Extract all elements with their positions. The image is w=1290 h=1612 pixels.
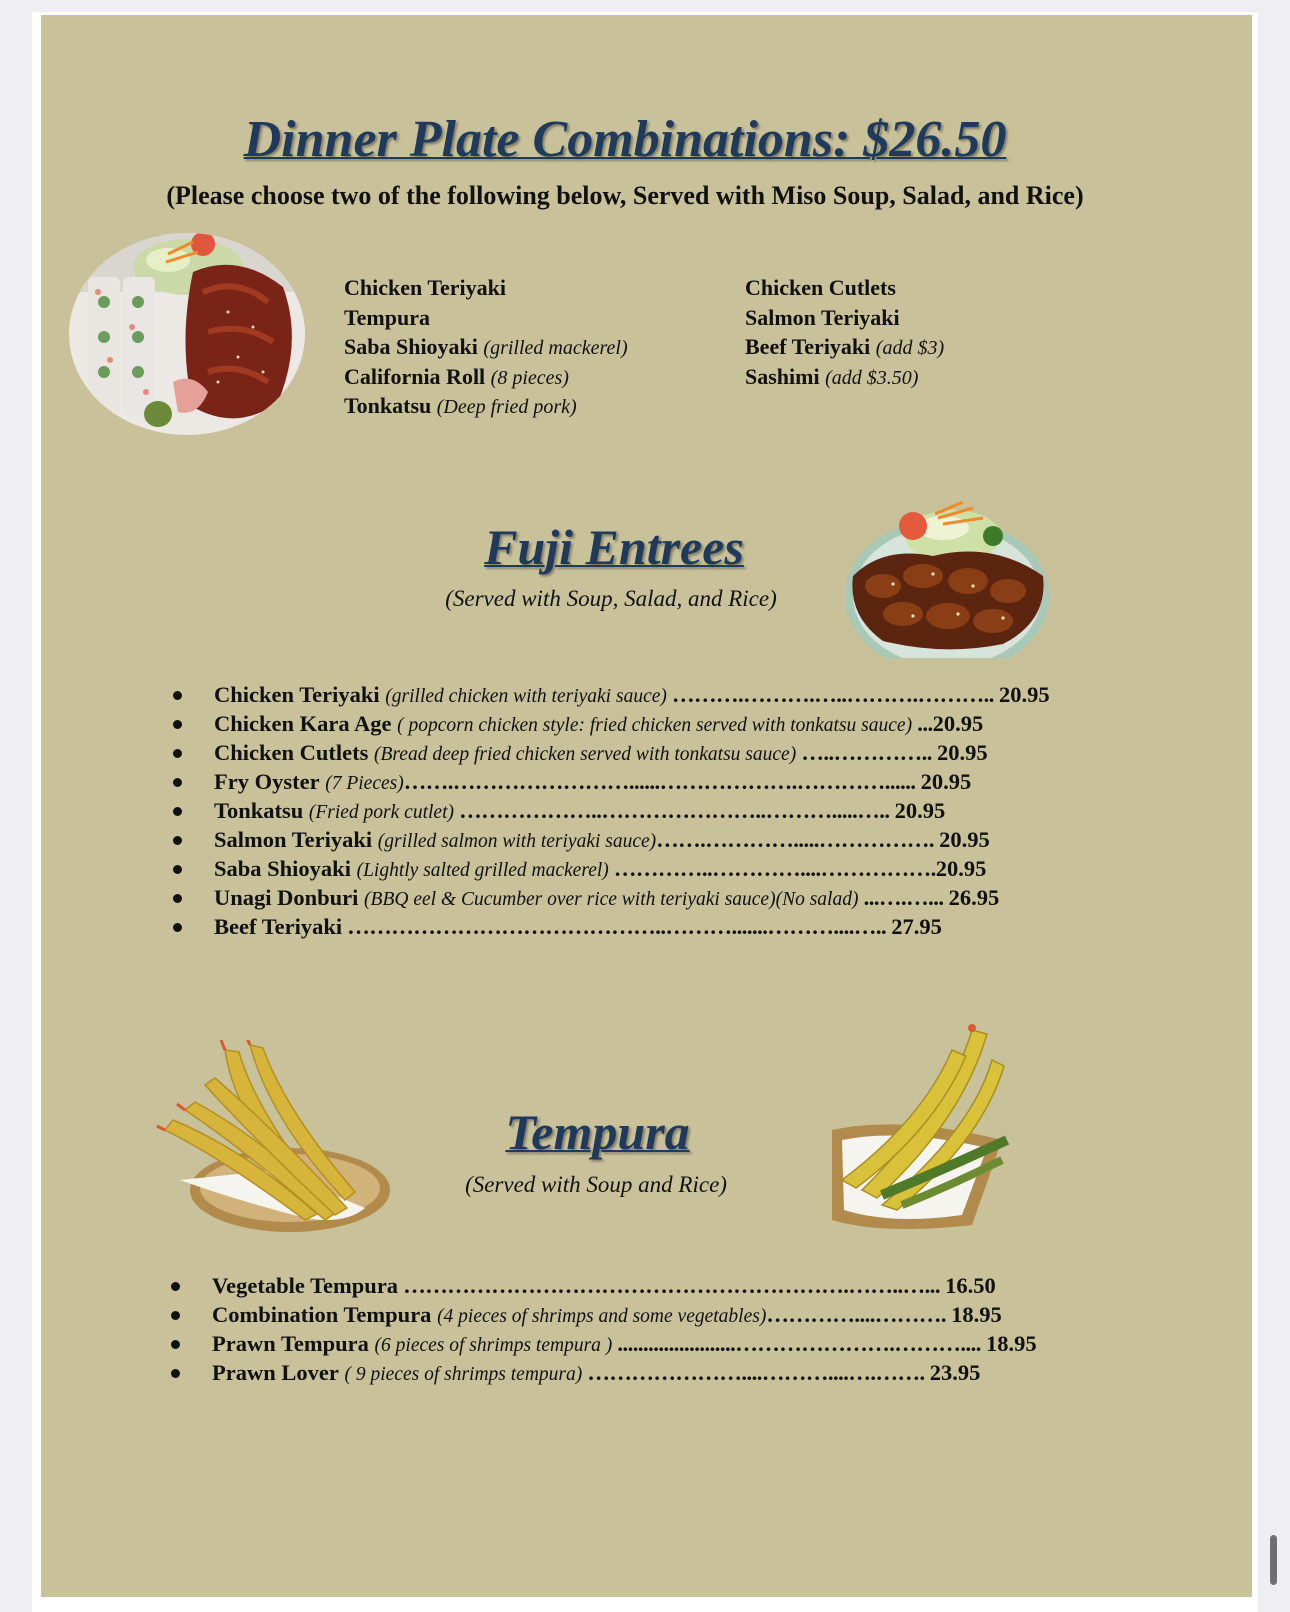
entrees-subtitle: (Served with Soup, Salad, and Rice) — [445, 586, 777, 611]
list-item: Salmon Teriyaki (grilled salmon with teriyaki sauce)…….………….....……………. 20.95 — [214, 825, 1050, 854]
combo-option: Saba Shioyaki (grilled mackerel) — [344, 334, 628, 359]
entrees-list — [214, 680, 1050, 941]
list-item: Unagi Donburi (BBQ eel & Cucumber over rice with teriyaki sauce)(No salad) ...….…... 26.95 — [214, 883, 1050, 912]
tempura-list — [212, 1271, 1037, 1387]
list-item: Prawn Tempura (6 pieces of shrimps tempura ) .......................………………….……….... 18.95 — [212, 1331, 1037, 1356]
list-item: Combination Tempura (4 pieces of shrimps and some vegetables)…………....………. 18.95 — [212, 1300, 1037, 1329]
entrees-title: Fuji Entrees — [484, 519, 744, 575]
list-item: Chicken Kara Age ( popcorn chicken style: fried chicken served with tonkatsu sauce) ...20.95 — [214, 709, 1050, 738]
list-item: Prawn Lover ( 9 pieces of shrimps tempura) …………………....………....….……. 23.95 — [212, 1358, 1037, 1387]
list-item: Beef Teriyaki ……………………………………..……….......………....….. 27.95 — [214, 912, 1050, 941]
combo-options-right — [745, 274, 944, 392]
combo-option: Beef Teriyaki (add $3) — [745, 334, 945, 359]
list-item: Chicken Cutlets (Bread deep fried chicken served with tonkatsu sauce) …..………….. 20.95 — [214, 738, 1050, 767]
combo-option: Sashimi (add $3.50) — [745, 363, 919, 389]
list-item: Fry Oyster (7 Pieces)…….……………………......……………….…………...... 20.95 — [214, 767, 1050, 796]
vertical-scrollbar[interactable] — [1270, 1535, 1277, 1585]
combo-subtitle: (Please choose two of the following below, Served with Miso Soup, Salad, and Rice) — [166, 181, 1084, 210]
list-item: Vegetable Tempura …………………………………………………….……..…... 16.50 — [212, 1271, 1037, 1300]
combo-option: Chicken Cutlets — [745, 275, 896, 300]
list-item: Chicken Teriyaki (grilled chicken with teriyaki sauce) ……….……….…..……….……….. 20.95 — [214, 682, 1050, 707]
combo-option: California Roll (8 pieces) — [344, 363, 569, 389]
combo-option: Tonkatsu (Deep fried pork) — [344, 393, 577, 418]
tempura-title: Tempura — [505, 1104, 690, 1160]
sushi-teriyaki-plate-image — [68, 232, 308, 437]
combo-option: Tempura — [344, 304, 430, 330]
list-item: Tonkatsu (Fried pork cutlet) ………………..…………………..……….....….. 20.95 — [214, 796, 1050, 825]
combo-title: Dinner Plate Combinations: $26.50 — [243, 111, 1007, 168]
list-item: Saba Shioyaki (Lightly salted grilled mackerel) …………..…………....…………….20.95 — [214, 854, 1050, 883]
tempura-subtitle: (Served with Soup and Rice) — [465, 1172, 727, 1197]
chicken-teriyaki-plate-image — [843, 496, 1051, 658]
combo-option: Salmon Teriyaki — [745, 304, 900, 330]
combo-option: Chicken Teriyaki — [344, 275, 506, 300]
combo-options-left — [344, 274, 628, 422]
